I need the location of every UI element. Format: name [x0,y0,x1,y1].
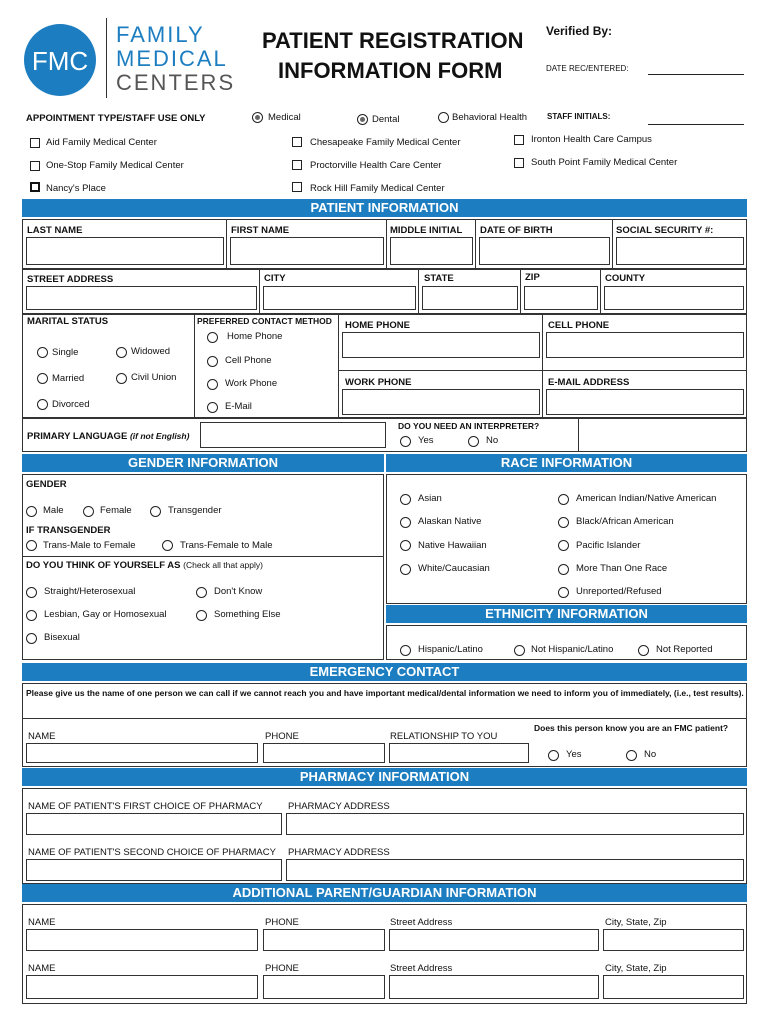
radio-not-reported[interactable] [638,645,649,656]
label-hawaiian: Native Hawaiian [418,540,487,551]
middle-initial-input[interactable] [390,237,473,265]
label-cell-phone: CELL PHONE [548,320,610,331]
label-zip: ZIP [525,272,540,283]
radio-dental[interactable] [357,114,368,125]
emergency-note: Please give us the name of one person we can call if we cannot reach you and have important medical/dental information we need to inform you of immediately, (i.e., test results). [26,688,744,698]
ssn-input[interactable] [616,237,744,265]
label-hispanic: Hispanic/Latino [418,644,483,655]
label-rockhill: Rock Hill Family Medical Center [310,183,445,194]
label-black: Black/African American [576,516,674,527]
radio-black[interactable] [558,517,569,528]
label-trans-mtf: Trans-Male to Female [43,540,136,551]
pharmacy-second-input[interactable] [26,859,282,881]
form-title-line1: PATIENT REGISTRATION [262,28,524,53]
radio-civil-union[interactable] [116,373,127,384]
label-transgender: Transgender [168,505,222,516]
form-title-line2: INFORMATION FORM [278,58,503,83]
radio-asian[interactable] [400,494,411,505]
logo-abbr: FMC [31,46,89,76]
divider [22,718,747,719]
radio-female[interactable] [83,506,94,517]
radio-married[interactable] [37,373,48,384]
label-pacific-islander: Pacific Islander [576,540,641,551]
label-guardian-street-2: Street Address [390,963,453,974]
radio-straight[interactable] [26,587,37,598]
street-input[interactable] [26,286,257,310]
label-more-than-one: More Than One Race [576,563,668,574]
radio-something-else[interactable] [196,610,207,621]
radio-interpreter-no[interactable] [468,436,479,447]
pharmacy-heading: PHARMACY INFORMATION [22,768,747,786]
fmc-logo [24,18,236,98]
label-ssn: SOCIAL SECURITY #: [616,225,714,236]
label-ironton: Ironton Health Care Campus [531,134,652,145]
radio-work-phone[interactable] [207,379,218,390]
logo-line2: MEDICAL [116,46,228,71]
radio-lgb[interactable] [26,610,37,621]
work-phone-input[interactable] [342,389,540,415]
label-contact-cell: Cell Phone [225,355,272,366]
radio-more-than-one[interactable] [558,564,569,575]
radio-interpreter-yes[interactable] [400,436,411,447]
label-last-name: LAST NAME [27,225,83,236]
radio-transgender[interactable] [150,506,161,517]
label-dental: Dental [372,114,400,125]
guardian-phone-2-input[interactable] [263,975,385,999]
label-pharmacy-first: NAME OF PATIENT'S FIRST CHOICE OF PHARMACY [28,801,263,812]
date-entered-label: DATE REC/ENTERED: [546,64,629,73]
label-trans-ftm: Trans-Female to Male [180,540,273,551]
radio-know-no[interactable] [626,750,637,761]
label-asian: Asian [418,493,442,504]
checkbox-nancys[interactable] [30,182,40,192]
race-info-heading: RACE INFORMATION [386,454,747,472]
label-contact-work: Work Phone [225,378,278,389]
label-single: Single [52,347,79,358]
radio-white[interactable] [400,564,411,575]
divider [418,269,419,314]
divider [475,219,476,269]
radio-alaskan[interactable] [400,517,411,528]
ethnicity-info-heading: ETHNICITY INFORMATION [386,605,747,623]
label-guardian-city-1: City, State, Zip [605,917,667,928]
label-nancys: Nancy's Place [46,183,106,194]
label-dob: DATE OF BIRTH [480,225,553,236]
radio-american-indian[interactable] [558,494,569,505]
label-emergency-name: NAME [28,731,56,742]
divider [600,269,601,314]
label-if-transgender: IF TRANSGENDER [26,525,111,536]
logo-divider [106,18,107,98]
label-interpreter-yes: Yes [418,435,434,446]
checkbox-southpoint[interactable] [514,158,524,168]
label-proctorville: Proctorville Health Care Center [310,160,442,171]
radio-not-hispanic[interactable] [514,645,525,656]
label-work-phone: WORK PHONE [345,377,412,388]
logo-line1: FAMILY [116,22,205,47]
divider [520,269,521,314]
label-not-hispanic: Not Hispanic/Latino [531,644,614,655]
radio-medical[interactable] [252,112,263,123]
radio-know-yes[interactable] [548,750,559,761]
divider [338,314,339,418]
label-email: E-MAIL ADDRESS [548,377,630,388]
label-city: CITY [264,273,286,284]
label-divorced: Divorced [52,399,90,410]
primary-language-input[interactable] [200,422,386,448]
checkbox-chesapeake[interactable] [292,137,302,147]
label-civil-union: Civil Union [131,372,177,383]
label-middle-initial: MIDDLE INITIAL [390,225,463,236]
label-guardian-phone-1: PHONE [265,917,299,928]
guardian-heading: ADDITIONAL PARENT/GUARDIAN INFORMATION [22,884,747,902]
checkbox-rockhill[interactable] [292,182,302,192]
primary-language-note: (if not English) [129,431,190,441]
label-think-of-yourself: DO YOU THINK OF YOURSELF AS (Check all that apply) [26,560,263,571]
label-contact-home: Home Phone [227,331,283,342]
radio-male[interactable] [26,506,37,517]
pharmacy-address-1-input[interactable] [286,813,744,835]
label-guardian-name-2: NAME [28,963,56,974]
label-emergency-relationship: RELATIONSHIP TO YOU [390,731,498,742]
label-know-yes: Yes [566,749,582,760]
label-county: COUNTY [605,273,646,284]
label-guardian-street-1: Street Address [390,917,453,928]
label-guardian-name-1: NAME [28,917,56,928]
radio-single[interactable] [37,347,48,358]
last-name-input[interactable] [26,237,224,265]
label-medical: Medical [268,112,301,123]
city-input[interactable] [263,286,416,310]
label-guardian-city-2: City, State, Zip [605,963,667,974]
patient-info-heading: PATIENT INFORMATION [22,199,747,217]
radio-trans-ftm[interactable] [162,540,173,551]
radio-widowed[interactable] [116,347,127,358]
email-input[interactable] [546,389,744,415]
label-pharmacy-second: NAME OF PATIENT'S SECOND CHOICE OF PHARMACY [28,847,276,858]
label-state: STATE [424,273,454,284]
divider [612,219,613,269]
label-something-else: Something Else [214,609,281,620]
label-contact-method: PREFERRED CONTACT METHOD [197,316,332,326]
emergency-name-input[interactable] [26,743,258,763]
label-lgb: Lesbian, Gay or Homosexual [44,609,167,620]
think-note: (Check all that apply) [183,560,263,570]
label-gender: GENDER [26,479,67,490]
radio-cell-phone[interactable] [207,356,218,367]
label-unreported: Unreported/Refused [576,586,662,597]
guardian-name-2-input[interactable] [26,975,258,999]
label-male: Male [43,505,64,516]
guardian-street-2-input[interactable] [389,975,599,999]
divider [194,314,195,418]
checkbox-aid[interactable] [30,138,40,148]
dob-input[interactable] [479,237,610,265]
zip-input[interactable] [524,286,598,310]
label-bisexual: Bisexual [44,632,80,643]
label-first-name: FIRST NAME [231,225,290,236]
label-not-reported: Not Reported [656,644,713,655]
label-onestop: One-Stop Family Medical Center [46,160,184,171]
checkbox-proctorville[interactable] [292,160,302,170]
label-straight: Straight/Heterosexual [44,586,136,597]
first-name-input[interactable] [230,237,384,265]
state-input[interactable] [422,286,518,310]
guardian-name-1-input[interactable] [26,929,258,951]
guardian-city-2-input[interactable] [603,975,744,999]
divider [386,219,387,269]
label-behavioral: Behavioral Health [452,112,527,123]
home-phone-input[interactable] [342,332,540,358]
label-street: STREET ADDRESS [27,274,114,285]
radio-hispanic[interactable] [400,645,411,656]
radio-divorced[interactable] [37,399,48,410]
divider [542,314,543,418]
radio-behavioral[interactable] [438,112,449,123]
divider [226,219,227,269]
radio-email[interactable] [207,402,218,413]
staff-initials-label: STAFF INITIALS: [547,112,611,121]
label-female: Female [100,505,132,516]
guardian-phone-1-input[interactable] [263,929,385,951]
label-alaskan: Alaskan Native [418,516,482,527]
label-pharmacy-address-2: PHARMACY ADDRESS [288,847,390,858]
radio-pacific-islander[interactable] [558,540,569,551]
appointment-heading: APPOINTMENT TYPE/STAFF USE ONLY [26,113,206,124]
label-interpreter-no: No [486,435,499,446]
pharmacy-first-input[interactable] [26,813,282,835]
radio-trans-mtf[interactable] [26,540,37,551]
label-southpoint: South Point Family Medical Center [531,157,678,168]
label-widowed: Widowed [131,346,171,357]
cell-phone-input[interactable] [546,332,744,358]
radio-unreported[interactable] [558,587,569,598]
label-marital: MARITAL STATUS [27,316,109,327]
label-guardian-phone-2: PHONE [265,963,299,974]
radio-home-phone[interactable] [207,332,218,343]
county-input[interactable] [604,286,744,310]
verified-by-label: Verified By: [546,24,613,38]
radio-bisexual[interactable] [26,633,37,644]
divider [22,556,384,557]
emergency-relationship-input[interactable] [389,743,529,763]
label-aid: Aid Family Medical Center [46,137,157,148]
staff-initials-line[interactable] [648,124,744,125]
pharmacy-address-2-input[interactable] [286,859,744,881]
label-know-fmc: Does this person know you are an FMC patient? [534,723,729,733]
label-emergency-phone: PHONE [265,731,299,742]
guardian-city-1-input[interactable] [603,929,744,951]
divider [578,418,579,452]
label-know-no: No [644,749,657,760]
guardian-street-1-input[interactable] [389,929,599,951]
label-interpreter: DO YOU NEED AN INTERPRETER? [398,421,540,431]
checkbox-onestop[interactable] [30,161,40,171]
emergency-phone-input[interactable] [263,743,385,763]
emergency-contact-heading: EMERGENCY CONTACT [22,663,747,681]
date-entered-line[interactable] [648,74,744,75]
label-primary-language: PRIMARY LANGUAGE (if not English) [27,431,190,442]
label-contact-email: E-Mail [225,401,252,412]
label-chesapeake: Chesapeake Family Medical Center [310,137,461,148]
divider [259,269,260,314]
label-white: White/Caucasian [418,563,490,574]
label-dont-know: Don't Know [214,586,263,597]
logo-line3: CENTERS [116,70,236,95]
label-pharmacy-address-1: PHARMACY ADDRESS [288,801,390,812]
label-american-indian: American Indian/Native American [576,493,717,504]
gender-info-heading: GENDER INFORMATION [22,454,384,472]
label-married: Married [52,373,85,384]
checkbox-ironton[interactable] [514,135,524,145]
radio-dont-know[interactable] [196,587,207,598]
radio-hawaiian[interactable] [400,540,411,551]
label-home-phone: HOME PHONE [345,320,410,331]
